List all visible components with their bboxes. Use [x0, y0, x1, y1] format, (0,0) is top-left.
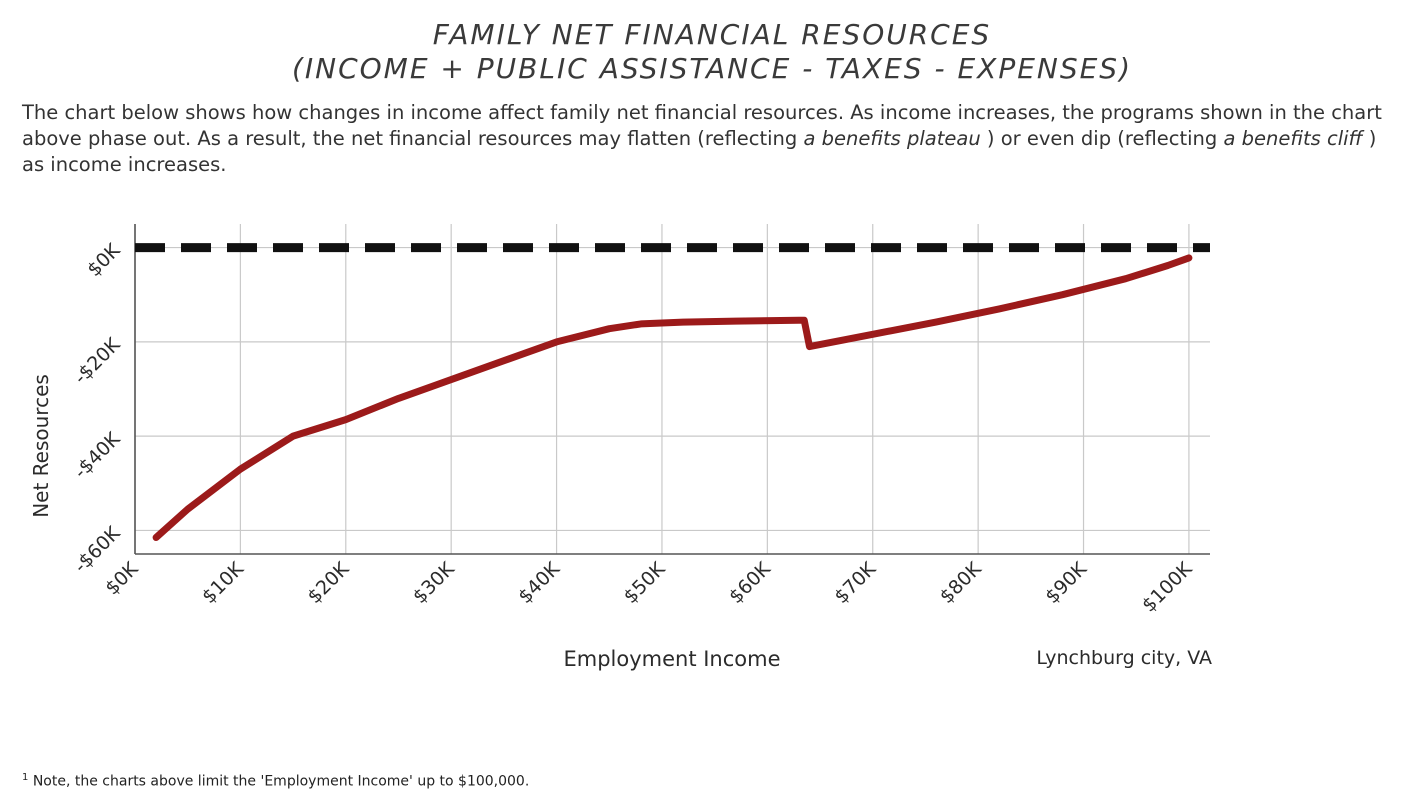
x-tick-label: $0K — [101, 557, 143, 599]
x-tick-labels — [101, 557, 1197, 616]
page-title — [0, 0, 1424, 86]
intro-part-1: The chart below shows how changes in income affect family net financial resources. As income increases, the programs shown in the chart above phase out. As a result, the net financial resources may flatten (reflecting — [22, 101, 1382, 151]
x-tick-label: $60K — [724, 557, 775, 608]
x-axis-title: Employment Income — [563, 646, 781, 671]
intro-part-2: ) or even dip (reflecting — [980, 127, 1224, 151]
net-resources-line — [156, 257, 1189, 537]
region-label: Lynchburg city, VA — [1036, 646, 1212, 669]
x-tick-label: $80K — [935, 557, 986, 608]
y-tick-label: -$40K — [69, 427, 125, 483]
x-tick-label: $40K — [514, 557, 565, 608]
y-tick-label: -$60K — [69, 521, 125, 577]
title-line-2: (INCOME + PUBLIC ASSISTANCE - TAXES - EXPENSES) — [291, 52, 1133, 86]
chart-svg — [0, 196, 1424, 716]
x-tick-label: $20K — [303, 557, 354, 608]
y-tick-label: $0K — [83, 239, 125, 281]
grid-lines — [135, 224, 1210, 554]
footnote-text: Note, the charts above limit the 'Employment Income' up to $100,000. — [28, 774, 530, 790]
intro-emphasis-plateau: a benefits plateau — [803, 127, 981, 151]
y-tick-labels — [70, 239, 125, 577]
x-tick-label: $30K — [408, 557, 459, 608]
intro-emphasis-cliff: a benefits cliff — [1223, 127, 1363, 151]
footnote-marker: 1 — [22, 772, 29, 784]
x-tick-label: $50K — [619, 557, 670, 608]
footnote — [22, 772, 529, 790]
title-line-1: FAMILY NET FINANCIAL RESOURCES — [432, 18, 992, 51]
x-tick-label: $90K — [1041, 557, 1092, 608]
x-tick-label: $70K — [830, 557, 881, 608]
net-resources-chart — [0, 196, 1424, 716]
y-tick-label: -$20K — [69, 333, 125, 389]
x-tick-label: $10K — [197, 557, 248, 608]
intro-paragraph — [22, 100, 1402, 177]
intro-part-3: ) as income increases. — [22, 127, 1377, 176]
x-tick-label: $100K — [1137, 557, 1197, 617]
y-axis-title: Net Resources — [29, 373, 53, 518]
